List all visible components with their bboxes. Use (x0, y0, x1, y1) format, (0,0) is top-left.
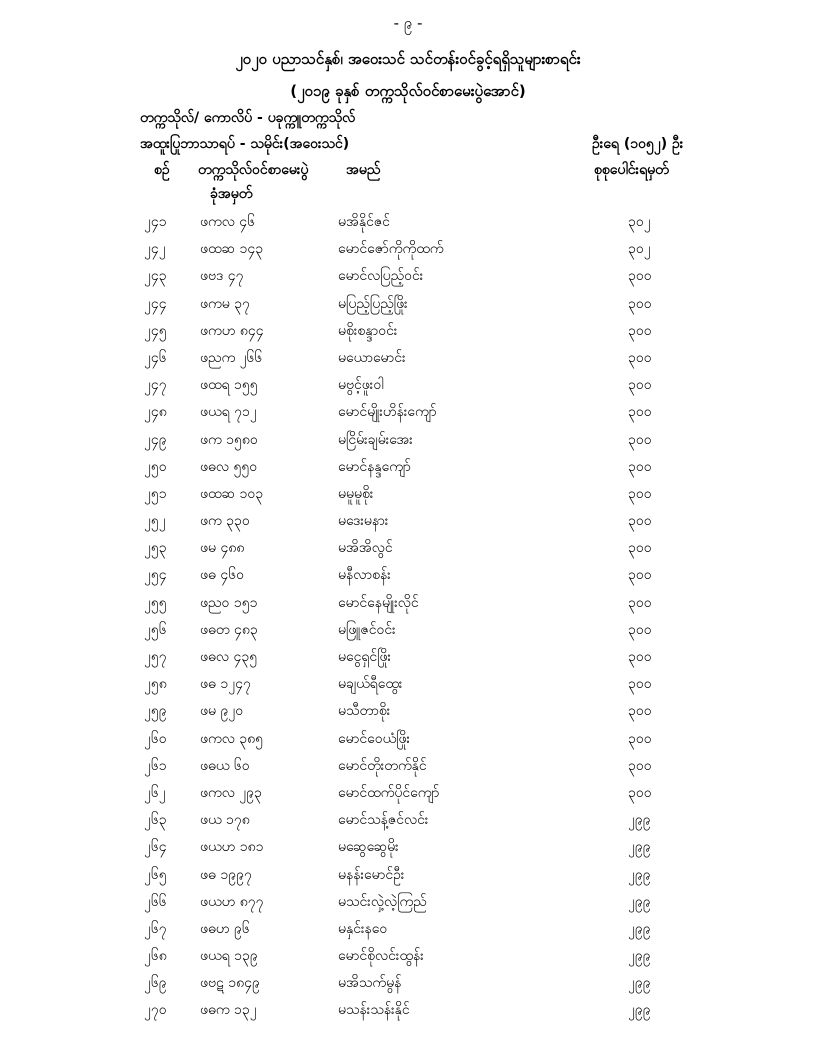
column-header-roll: တက္ကသိုလ်ဝင်စာမေးပွဲ (198, 162, 309, 178)
row-number: ၂၇၀ (144, 1002, 167, 1019)
table-row (0, 996, 816, 1023)
total-marks: ၃၀၀ (628, 458, 652, 475)
roll-number: ဖညဝ ၁၅၁ (200, 594, 258, 611)
table-row (0, 290, 816, 317)
student-name: မောင်သန့်ဇင်လင်း (338, 812, 429, 829)
total-marks: ၃၀၀ (628, 594, 652, 611)
student-name: မငြိမ်းချမ်းအေး (338, 431, 413, 448)
table-row (0, 915, 816, 942)
table-row (0, 208, 816, 235)
row-number: ၂၆၉ (144, 975, 167, 992)
table-row (0, 262, 816, 289)
roll-number: ဖထဆ ၁၄၃ (200, 241, 264, 258)
student-name: မောင်လပြည့်ဝင်း (338, 268, 424, 285)
roll-number: ဖယရ ၁၃၉ (200, 948, 258, 965)
row-number: ၂၄၄ (144, 295, 167, 312)
roll-number: ဖဓက ၁၃၂ (200, 1002, 257, 1019)
student-name: မငွေရှင်ဖြိုး (338, 649, 392, 665)
student-name: မချယ်ရီထွေး (338, 676, 403, 693)
student-name: မနန်းမောင်ဦး (338, 866, 405, 883)
roll-number: ဖဓ ၁၂၄၇ (200, 676, 251, 693)
row-number: ၂၅၆ (144, 621, 167, 638)
subject-label: အထူးပြုဘာသာရပ် - သမိုင်း(အဝေးသင်) (140, 136, 350, 152)
total-marks: ၃၀၀ (628, 784, 652, 801)
total-marks: ၃၀၀ (628, 730, 652, 747)
student-name: မောင်ဇော်ကိုကိုထက် (338, 241, 444, 258)
student-name: မသင်းလှဲ့လဲ့ကြည် (338, 893, 427, 910)
total-marks: ၂၉၉ (628, 812, 651, 829)
row-number: ၂၄၅ (144, 322, 167, 339)
table-row (0, 426, 816, 453)
roll-number: ဖဗဒ ၄၇ (200, 268, 244, 285)
total-marks: ၃၀၀ (628, 322, 652, 339)
total-marks: ၃၀၂ (628, 241, 651, 258)
column-header-name: အမည် (346, 162, 381, 178)
student-name: မသန်းသန်းနိုင် (338, 1002, 410, 1019)
roll-number: ဖဓယ ၆၀ (200, 757, 250, 774)
table-row (0, 453, 816, 480)
student-name: မအိအိလွင် (338, 540, 393, 557)
total-marks: ၃၀၀ (628, 349, 652, 366)
table-row (0, 861, 816, 888)
table-row (0, 643, 816, 670)
student-name: မနီလာစန်း (338, 567, 391, 584)
student-name: မစိုးစန္ဒာဝင်း (338, 322, 398, 339)
row-number: ၂၆၂ (144, 784, 166, 801)
column-header-roll-number: ခုံအမှတ် (210, 186, 253, 202)
total-marks: ၃၀၀ (628, 703, 652, 720)
table-row (0, 806, 816, 833)
student-name: မပြည့်ပြည့်ဖြိုး (338, 295, 408, 312)
roll-number: ဖဓဟ ၉၆ (200, 920, 250, 937)
table-row (0, 480, 816, 507)
row-number: ၂၄၇ (144, 377, 167, 394)
total-marks: ၃၀၀ (628, 513, 652, 530)
roll-number: ဖဗဋ ၁၈၄၉ (200, 975, 260, 992)
roll-number: ဖကဟ ၈၄၄ (200, 322, 264, 339)
row-number: ၂၆၁ (144, 757, 167, 774)
row-number: ၂၅၉ (144, 703, 167, 720)
roll-number: ဖက ၁၅၈၀ (200, 431, 258, 448)
table-row (0, 752, 816, 779)
student-table (0, 208, 816, 1024)
total-marks: ၃၀၀ (628, 268, 652, 285)
table-row (0, 371, 816, 398)
total-marks: ၃၀၀ (628, 431, 652, 448)
roll-number: ဖဓလ ၄၃၅ (200, 649, 258, 665)
total-marks: ၃၀၀ (628, 404, 652, 421)
roll-number: ဖထဆ ၁၀၃ (200, 485, 264, 502)
table-row (0, 235, 816, 262)
table-row (0, 670, 816, 697)
row-number: ၂၅၄ (144, 567, 167, 584)
roll-number: ဖဓလ ၅၅၀ (200, 458, 258, 475)
total-marks: ၃၀၂ (628, 214, 651, 230)
student-name: မောင်စိုလင်းထွန်း (338, 948, 424, 965)
table-row (0, 317, 816, 344)
row-number: ၂၅၀ (144, 458, 167, 475)
table-row (0, 888, 816, 915)
row-number: ၂၅၅ (144, 594, 167, 611)
total-marks: ၃၀၀ (628, 485, 652, 502)
roll-number: ဖညက ၂၆၆ (200, 349, 263, 366)
total-marks: ၃၀၀ (628, 567, 652, 584)
student-name: မဖြူဇင်ဝင်း (338, 621, 396, 638)
roll-number: ဖမ ၄၈၈ (200, 540, 245, 557)
student-name: မောင်မျိုးဟိန်းကျော် (338, 404, 437, 421)
row-number: ၂၅၃ (144, 540, 167, 557)
student-name: မဆွေဆွေမိုး (338, 839, 399, 856)
table-row (0, 561, 816, 588)
total-marks: ၃၀၀ (628, 676, 652, 693)
table-row (0, 725, 816, 752)
roll-number: ဖက ၃၃၀ (200, 513, 250, 530)
page-number: - ၉ - (393, 14, 423, 32)
row-number: ၂၆၀ (144, 730, 167, 747)
row-number: ၂၆၇ (144, 920, 167, 937)
row-number: ၂၆၃ (144, 812, 167, 829)
roll-number: ဖကလ ၄၆ (200, 214, 256, 230)
total-marks: ၂၉၉ (628, 839, 651, 856)
total-marks: ၃၀၀ (628, 621, 652, 638)
table-row (0, 344, 816, 371)
document-title: ၂၀၂၀ ပညာသင်နှစ်၊ အဝေးသင် သင်တန်းဝင်ခွင့်ရရှိသူများစာရင်း (235, 50, 581, 68)
roll-number: ဖယရ ၇၁၂ (200, 404, 257, 421)
total-marks: ၃၀၀ (628, 540, 652, 557)
document-subtitle: (၂၀၁၉ ခုနှစ် တက္ကသိုလ်ဝင်စာမေးပွဲအောင်) (290, 82, 526, 100)
student-name: မဗွင့်ဖူးဝါ (338, 377, 384, 394)
university-label: တက္ကသိုလ်/ ကောလိပ် - ပခုက္ကူတက္ကသိုလ် (140, 110, 356, 126)
row-number: ၂၆၄ (144, 839, 167, 856)
student-name: မအိနိုင်ဇင် (338, 214, 390, 230)
student-name: မနှင်းနဝေ (338, 920, 388, 937)
row-number: ၂၆၈ (144, 948, 167, 965)
row-number: ၂၄၆ (144, 349, 167, 366)
table-row (0, 398, 816, 425)
roll-number: ဖမ ၉၂၀ (200, 703, 244, 720)
total-marks: ၂၉၉ (628, 975, 651, 992)
total-marks: ၃၀၀ (628, 757, 652, 774)
total-marks: ၂၉၉ (628, 948, 651, 965)
student-count: ဦးရေ (၁၀၅၂) ဦး (592, 136, 684, 152)
roll-number: ဖဓ ၁၉၉၇ (200, 866, 252, 883)
roll-number: ဖဓတ ၄၈၃ (200, 621, 258, 638)
total-marks: ၂၉၉ (628, 866, 651, 883)
column-header-no: စဉ် (154, 162, 170, 178)
total-marks: ၂၉၉ (628, 1002, 651, 1019)
student-name: မောင်နန္ဒကျော် (338, 458, 411, 475)
row-number: ၂၆၅ (144, 866, 167, 883)
table-row (0, 969, 816, 996)
table-row (0, 942, 816, 969)
total-marks: ၂၉၉ (628, 893, 651, 910)
roll-number: ဖယဟ ၁၈၁ (200, 839, 264, 856)
row-number: ၂၅၂ (144, 513, 166, 530)
row-number: ၂၅၈ (144, 676, 167, 693)
row-number: ၂၆၆ (144, 893, 167, 910)
table-row (0, 534, 816, 561)
student-name: မောင်တိုးတက်နိုင် (338, 757, 427, 774)
total-marks: ၃၀၀ (628, 377, 652, 394)
table-row (0, 589, 816, 616)
table-row (0, 507, 816, 534)
row-number: ၂၄၈ (144, 404, 167, 421)
row-number: ၂၄၃ (144, 268, 167, 285)
table-row (0, 779, 816, 806)
student-name: မသီတာစိုး (338, 703, 391, 720)
total-marks: ၃၀၀ (628, 649, 652, 665)
row-number: ၂၄၉ (144, 431, 167, 448)
student-name: မအိသက်မွန် (338, 975, 402, 992)
row-number: ၂၄၁ (144, 214, 167, 230)
table-row (0, 697, 816, 724)
row-number: ၂၅၁ (144, 485, 167, 502)
student-name: မောင်ထက်ပိုင်ကျော် (338, 784, 440, 801)
roll-number: ဖယဟ ၈၇၇ (200, 893, 264, 910)
student-name: မောင်ဝေယံဖြိုး (338, 730, 411, 747)
row-number: ၂၄၂ (144, 241, 166, 258)
roll-number: ဖယ ၁၇၈ (200, 812, 250, 829)
roll-number: ဖထရ ၁၅၅ (200, 377, 258, 394)
student-name: မောင်နေမျိုးလိုင် (338, 594, 419, 611)
total-marks: ၃၀၀ (628, 295, 652, 312)
table-row (0, 833, 816, 860)
roll-number: ဖကလ ၂၉၃ (200, 784, 262, 801)
student-name: မယောမောင်း (338, 349, 406, 366)
roll-number: ဖဓ ၄၆၀ (200, 567, 244, 584)
roll-number: ဖကမ ၃၇ (200, 295, 250, 312)
student-name: မမူမူစိုး (338, 485, 374, 502)
column-header-marks: စုစုပေါင်းရမှတ် (594, 162, 669, 178)
student-name: မဒေးမနား (338, 513, 389, 530)
table-row (0, 616, 816, 643)
total-marks: ၂၉၉ (628, 920, 651, 937)
row-number: ၂၅၇ (144, 649, 167, 665)
roll-number: ဖကလ ၃၈၅ (200, 730, 264, 747)
